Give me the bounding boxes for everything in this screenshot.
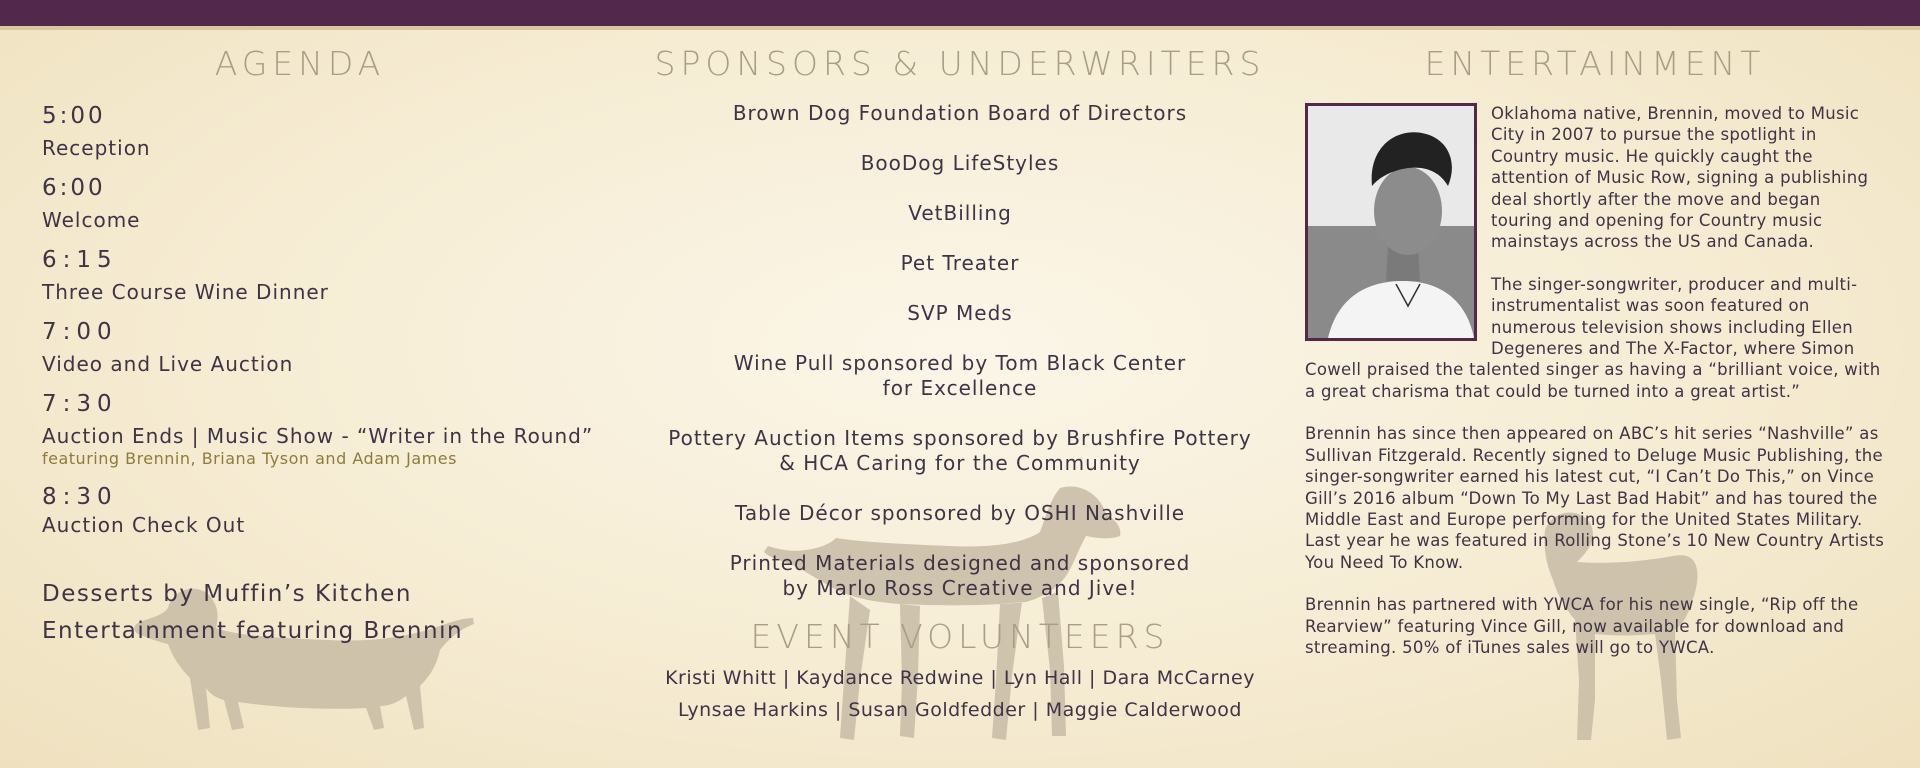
agenda-label: Auction Ends | Music Show - “Writer in the Round” (42, 424, 594, 448)
agenda-item (42, 317, 602, 377)
top-bar (0, 0, 1920, 26)
agenda-sublabel: featuring Brennin, Briana Tyson and Adam James (42, 449, 457, 468)
agenda-label: Video and Live Auction (42, 352, 294, 376)
sponsor-item: Printed Materials designed and sponsored by Marlo Ross Creative and Jive! (729, 551, 1191, 600)
agenda-time: 7:30 (42, 391, 118, 417)
agenda-time: 5:00 (42, 103, 106, 129)
agenda-item (42, 101, 602, 161)
sponsor-item: BooDog LifeStyles (860, 151, 1060, 175)
sponsor-item: VetBilling (908, 201, 1012, 225)
performer-portrait-icon (1308, 106, 1474, 338)
sponsor-item: SVP Meds (907, 301, 1013, 325)
sponsors-heading: SPONSORS & UNDERWRITERS (654, 44, 1266, 83)
sponsor-item: Table Décor sponsored by OSHI Nashville (734, 501, 1186, 525)
agenda-note: Entertainment featuring Brennin (42, 618, 464, 644)
agenda-label: Welcome (42, 208, 141, 232)
sponsors-column (640, 44, 1280, 726)
agenda-heading: AGENDA (214, 44, 386, 83)
agenda-item (42, 389, 602, 468)
sponsor-item: Pet Treater (900, 251, 1020, 275)
sponsor-item: Brown Dog Foundation Board of Directors (732, 101, 1188, 125)
agenda-time: 6:15 (42, 247, 118, 273)
agenda-time: 7:00 (42, 319, 118, 345)
sponsor-item: Pottery Auction Items sponsored by Brushfire Pottery & HCA Caring for the Community (668, 426, 1252, 475)
entertainment-paragraph: Oklahoma native, Brennin, moved to Music City in 2007 to pursue the spotlight in Country music. He quickly caught the attention of Music Row, signing a publishing deal shortly after the move and began touring and opening for Country music mainstays across the US and Canada. (1491, 104, 1869, 252)
sponsor-item: Wine Pull sponsored by Tom Black Center for Excellence (733, 351, 1187, 400)
agenda-notes (42, 576, 602, 650)
agenda-item (42, 482, 602, 538)
entertainment-column (1305, 44, 1885, 679)
entertainment-paragraph: Brennin has partnered with YWCA for his new single, “Rip off the Rearview” featuring Vince Gill, now available for download and streaming. 50% of iTunes sales will go to YWCA. (1305, 595, 1859, 657)
agenda-item (42, 245, 602, 305)
entertainment-paragraph: Brennin has since then appeared on ABC’s hit series “Nashville” as Sullivan Fitzgerald. Recently signed to Deluge Music Publishing, the singer-songwriter earned his latest cut, “I Can’t Do This,” on Vince Gill’s 2016 album “Down To My Last Bad Habit” and has toured the Middle East and Europe performing for the United States Military. Last year he was featured in Rolling Stone’s 10 New Country Artists You Need To Know. (1305, 424, 1885, 572)
entertainment-paragraph: The singer-songwriter, producer and multi-instrumentalist was soon featured on numerous television shows including Ellen Degeneres and The X-Factor, where Simon Cowell praised the talented singer as having a “brilliant voice, with a great charisma that could be turned into a great artist.” (1305, 274, 1881, 401)
agenda-label: Three Course Wine Dinner (42, 280, 329, 304)
top-accent-line (0, 26, 1920, 30)
performer-photo (1305, 103, 1477, 341)
volunteer-line: Kristi Whitt | Kaydance Redwine | Lyn Hall | Dara McCarney (665, 667, 1255, 689)
volunteer-line: Lynsae Harkins | Susan Goldfedder | Maggie Calderwood (677, 699, 1242, 721)
agenda-item (42, 173, 602, 233)
agenda-note: Desserts by Muffin’s Kitchen (42, 581, 412, 607)
agenda-label: Auction Check Out (42, 513, 246, 537)
volunteers-heading: EVENT VOLUNTEERS (750, 617, 1170, 656)
agenda-label: Reception (42, 136, 151, 160)
agenda-column (42, 44, 602, 650)
entertainment-heading: ENTERTAINMENT (1424, 44, 1766, 83)
agenda-time: 6:00 (42, 175, 106, 201)
agenda-time: 8:30 (42, 484, 118, 510)
